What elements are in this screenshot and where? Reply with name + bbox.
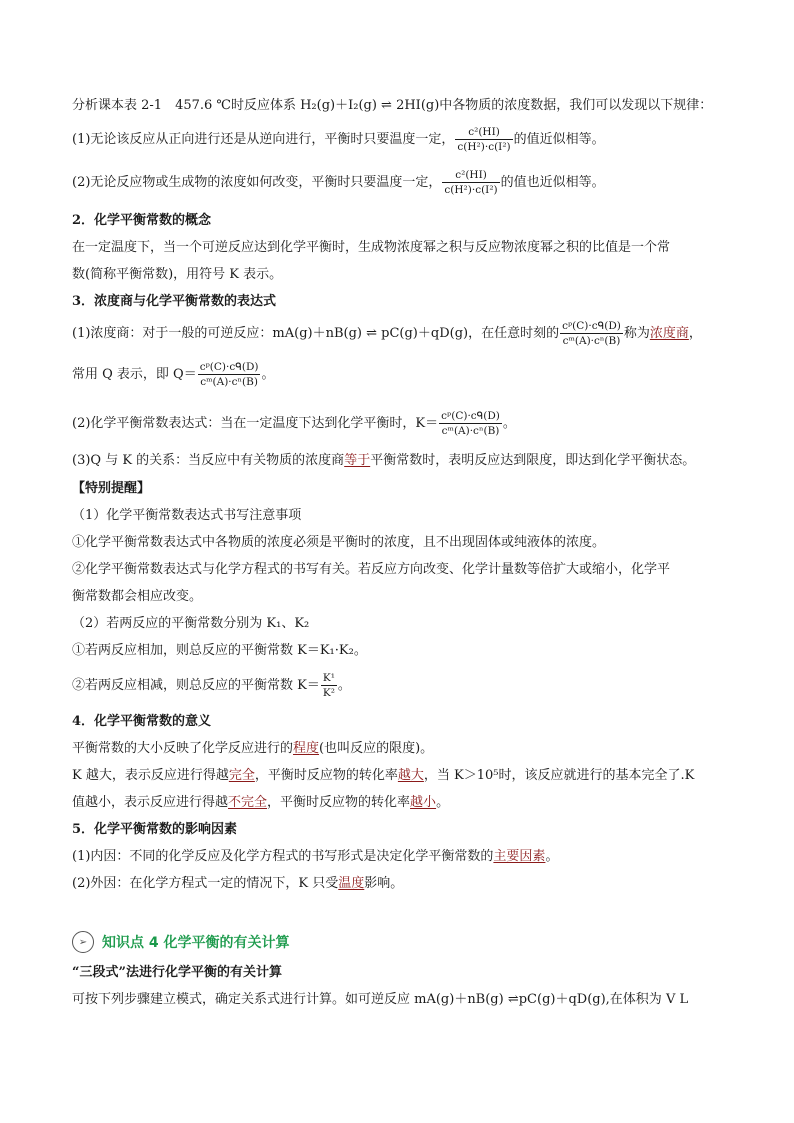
section-4-para-2: K 越大，表示反应进行得越完全，平衡时反应物的转化率越大，当 K＞10⁵时，该反应就进行的基本完全了.K — [72, 768, 695, 783]
tip-1-a: ①化学平衡常数表达式中各物质的浓度必须是平衡时的浓度，且不出现固体或纯液体的浓度。 — [72, 535, 606, 550]
three-step-para: 可按下列步骤建立模式，确定关系式进行计算。如可逆反应 mA(g)＋nB(g) ⇌pC(g)＋qD(g),在体积为 V L — [72, 992, 689, 1007]
section-5-title: 5．化学平衡常数的影响因素 — [72, 822, 238, 837]
section-5-item-1: (1)内因：不同的化学反应及化学方程式的书写形式是决定化学平衡常数的主要因素。 — [72, 849, 559, 864]
fraction-k1-k2: $\frac{\text{K¹}}{\text{K²}}$ — [322, 672, 335, 699]
fraction-q: $\frac{\text{cᵖ(C)·cᑫ(D)}}{\text{cᵐ(A)·cⁿ(B)}}$ — [562, 320, 621, 347]
section-3-item-3: (3)Q 与 K 的关系：当反应中有关物质的浓度商等于平衡常数时，表明反应达到限度，即达到化学平衡状态。 — [72, 453, 696, 468]
tip-2: （2）若两反应的平衡常数分别为 K₁、K₂ — [72, 616, 310, 631]
three-step-subtitle: “三段式”法进行化学平衡的有关计算 — [72, 965, 282, 980]
rule-2: (2)无论反应物或生成物的浓度如何改变，平衡时只要温度一定， $\frac{\text{c²(HI)}}{\text{c(H²)·c(I²)}}$ 的值也近似相等。 — [72, 169, 605, 196]
fraction-hi: $\frac{\text{c²(HI)}}{\text{c(H²)·c(I²)}}$ — [457, 126, 511, 153]
section-5-item-2: (2)外因：在化学方程式一定的情况下，K 只受温度影响。 — [72, 876, 404, 891]
section-2-para-1: 在一定温度下，当一个可逆反应达到化学平衡时，生成物浓度幂之积与反应物浓度幂之积的比值是一个常 — [72, 240, 671, 255]
tip-2-a: ①若两反应相加，则总反应的平衡常数 K＝K₁·K₂。 — [72, 643, 367, 658]
section-4-para-3: 值越小，表示反应进行得越不完全，平衡时反应物的转化率越小。 — [72, 795, 450, 810]
section-3-item-1: (1)浓度商：对于一般的可逆反应：mA(g)＋nB(g) ⇌ pC(g)＋qD(g)，在任意时刻的 $\frac{\text{cᵖ(C)·cᑫ(D)}}{\text{cᵐ(A)·cⁿ(B)}}$ 称为浓度商， — [72, 320, 702, 347]
tip-title: 【特别提醒】 — [72, 481, 151, 496]
section-2-title: 2．化学平衡常数的概念 — [72, 213, 212, 228]
section-3-title: 3．浓度商与化学平衡常数的表达式 — [72, 294, 277, 309]
fraction-k-expr: $\frac{\text{cᵖ(C)·cᑫ(D)}}{\text{cᵐ(A)·cⁿ(B)}}$ — [441, 410, 500, 437]
section-3-item-2: (2)化学平衡常数表达式：当在一定温度下达到化学平衡时，K＝ $\frac{\text{cᵖ(C)·cᑫ(D)}}{\text{cᵐ(A)·cⁿ(B)}}$ 。 — [72, 410, 516, 437]
arrow-circle-icon: ➢ — [72, 931, 94, 953]
tip-1: （1）化学平衡常数表达式书写注意事项 — [72, 508, 302, 523]
section-4-para-1: 平衡常数的大小反映了化学反应进行的程度(也叫反应的限度)。 — [72, 741, 434, 756]
tip-1-b-line-1: ②化学平衡常数表达式与化学方程式的书写有关。若反应方向改变、化学计量数等倍扩大或缩小，化学平 — [72, 562, 671, 577]
section-3-item-1-cont: 常用 Q 表示，即 Q＝ $\frac{\text{cᵖ(C)·cᑫ(D)}}{\text{cᵐ(A)·cⁿ(B)}}$ 。 — [72, 361, 275, 388]
tip-1-b-line-2: 衡常数都会相应改变。 — [72, 589, 203, 604]
rule-1: (1)无论该反应从正向进行还是从逆向进行，平衡时只要温度一定， $\frac{\text{c²(HI)}}{\text{c(H²)·c(I²)}}$ 的值近似相等。 — [72, 126, 605, 153]
section-2-para-2: 数(简称平衡常数)，用符号 K 表示。 — [72, 267, 283, 282]
knowledge-point-title: 知识点 4 化学平衡的有关计算 — [102, 935, 290, 951]
section-4-title: 4．化学平衡常数的意义 — [72, 714, 212, 729]
tip-2-b: ②若两反应相减，则总反应的平衡常数 K＝ $\frac{\text{K¹}}{\text{K²}}$ 。 — [72, 672, 351, 699]
fraction-hi-2: $\frac{\text{c²(HI)}}{\text{c(H²)·c(I²)}}$ — [444, 169, 498, 196]
fraction-q-2: $\frac{\text{cᵖ(C)·cᑫ(D)}}{\text{cᵐ(A)·cⁿ(B)}}$ — [199, 361, 259, 388]
intro-line: 分析课本表 2-1 457.6 ℃时反应体系 H₂(g)＋I₂(g) ⇌ 2HI(g)中各物质的浓度数据，我们可以发现以下规律： — [72, 98, 713, 113]
knowledge-point-header — [72, 931, 290, 953]
